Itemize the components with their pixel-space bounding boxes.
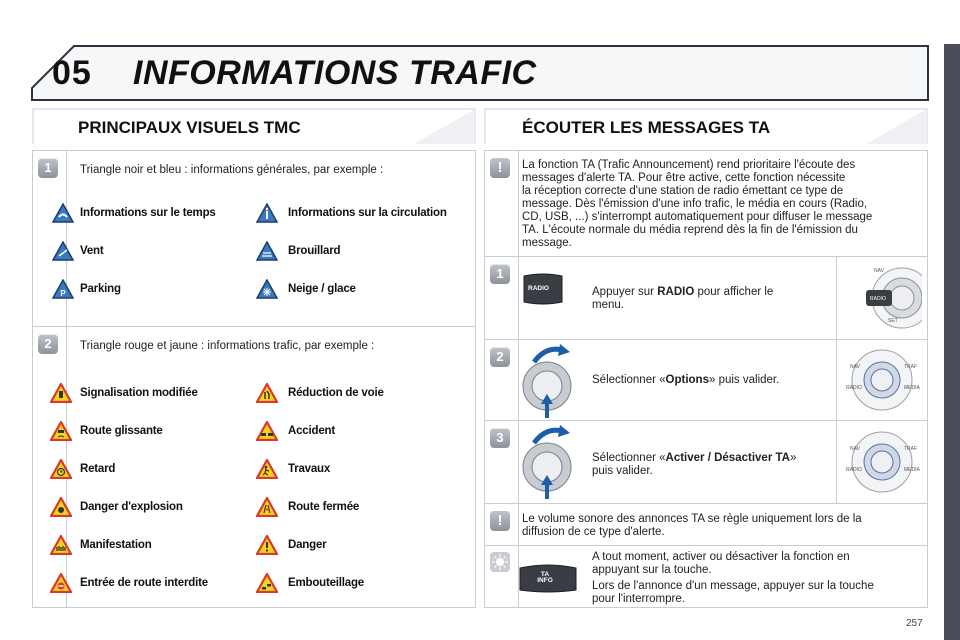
block1-intro: Triangle noir et bleu : informations générales, par exemple : [80,164,384,176]
note1-line-4: message. Dès l'émission d'une info trafic, le média en cours (Radio, [522,198,868,210]
label-parking: Parking [80,283,121,295]
knob-label-radio-1: RADIO [870,296,886,302]
right-divider-4 [484,503,928,504]
roadworks-icon [256,459,278,479]
traffic-info-icon [256,203,278,223]
tip-line-4: pour l'interrompre. [592,593,685,605]
step-badge-1: 1 [38,158,58,178]
step2-text [592,374,822,387]
label-route-fermee: Route fermée [288,501,360,513]
svg-text:P: P [60,289,66,298]
block2-intro: Triangle rouge et jaune : informations trafic, par exemple : [80,340,375,352]
fog-icon [256,241,278,261]
modified-signage-icon [50,383,72,403]
road-closed-icon [256,497,278,517]
snow-icon [256,279,278,299]
step3-text-before: Sélectionner « [592,452,666,464]
label-entree-route-interdite: Entrée de route interdite [80,577,208,589]
label-signalisation-modifiee: Signalisation modifiée [80,387,198,399]
tip-line-3: Lors de l'annonce d'un message, appuyer sur la touche [592,580,874,592]
note2-line-2: diffusion de ce type d'alerte. [522,526,665,538]
nav-knob-panel-illustration-2 [842,346,922,414]
label-neige-glace: Neige / glace [288,283,356,295]
delay-icon [50,459,72,479]
label-embouteillage: Embouteillage [288,577,364,589]
tip-lightbulb-icon [490,552,510,572]
knob-label-media-3: MEDIA [904,467,920,473]
label-route-glissante: Route glissante [80,425,163,437]
knob-label-radio-2: RADIO [846,385,862,391]
label-retard: Retard [80,463,116,475]
knob-label-radio-3: RADIO [846,467,862,473]
ta-info-button-label: TA INFO [537,571,553,584]
right-step-badge-2: 2 [490,347,510,367]
knob-label-nav-1: NAV [874,268,884,274]
parking-icon [52,279,74,299]
knob-label-nav-2: NAV [850,364,860,370]
chapter-number: 05 [52,54,92,92]
note1-line-2: messages d'alerte TA. Pour être active, cette fonction nécessite [522,172,846,184]
right-step-badge-3: 3 [490,428,510,448]
step3-text [592,452,832,465]
right-divider-5 [484,545,928,546]
knob-label-nav-3: NAV [850,446,860,452]
warning-badge-1: ! [490,158,510,178]
knob-label-media-2: MEDIA [904,385,920,391]
step2-text-bold: Options [665,374,709,386]
right-step-badge-1: 1 [490,264,510,284]
label-informations-circulation: Informations sur la circulation [288,207,447,219]
page-number: 257 [906,618,923,629]
knob-label-traf-3: TRAF [904,446,918,452]
accident-icon [256,421,278,441]
nav-knob-panel-illustration-3 [842,428,922,496]
demonstration-icon [50,535,72,555]
note1-line-7: message. [522,237,572,249]
step1-text-bold: RADIO [657,286,695,298]
right-divider-3 [484,420,928,421]
radio-button-label: RADIO [528,285,549,292]
step-badge-2: 2 [38,334,58,354]
label-vent: Vent [80,245,104,257]
traffic-jam-icon [256,573,278,593]
label-manifestation: Manifestation [80,539,152,551]
step2-text-before: Sélectionner « [592,374,666,386]
no-entry-icon [50,573,72,593]
note2-line-1: Le volume sonore des annonces TA se règle uniquement lors de la [522,513,862,525]
right-image-divider-1 [836,256,837,503]
label-travaux: Travaux [288,463,331,475]
knob-label-set-1: SET [888,318,898,324]
weather-icon [52,203,74,223]
right-divider-1 [484,256,928,257]
label-accident: Accident [288,425,335,437]
slippery-road-icon [50,421,72,441]
rotary-knob-select-illustration [516,342,578,420]
chapter-title: INFORMATIONS TRAFIC [133,54,537,92]
tip-line-1: A tout moment, activer ou désactiver la fonction en [592,551,850,563]
note1-line-3: la réception correcte d'une station de radio émettant ce type de [522,185,844,197]
step3-text-bold: Activer / Désactiver TA [665,452,790,464]
wind-icon [52,241,74,261]
note1-line-1: La fonction TA (Trafic Announcement) rend prioritaire l'écoute des [522,159,856,171]
step1-text-before: Appuyer sur [592,286,658,298]
left-divider [32,326,476,327]
label-brouillard: Brouillard [288,245,341,257]
label-danger-explosion: Danger d'explosion [80,501,183,513]
note1-line-5: CD, USB, ...) s'interrompt automatiquement pour diffuser le message [522,211,873,223]
side-tab-bar [944,44,960,640]
step3-text-after: » [789,452,797,464]
right-divider-2 [484,339,928,340]
step2-text-after: » puis valider. [708,374,780,386]
step3-text-line2: puis valider. [592,465,653,477]
label-informations-temps: Informations sur le temps [80,207,216,219]
lane-reduction-icon [256,383,278,403]
step1-text [592,286,822,299]
note1-line-6: TA. L'écoute normale du média reprend dès la fin de l'émission du [522,224,858,236]
knob-label-traf-2: TRAF [904,364,918,370]
rotary-knob-validate-illustration [516,423,578,501]
tip-line-2: appuyant sur la touche. [592,564,712,576]
explosion-danger-icon [50,497,72,517]
left-section-title: PRINCIPAUX VISUELS TMC [78,118,301,137]
warning-badge-2: ! [490,511,510,531]
right-section-title: ÉCOUTER LES MESSAGES TA [522,118,771,137]
step1-text-line2: menu. [592,299,624,311]
danger-icon [256,535,278,555]
label-reduction-voie: Réduction de voie [288,387,384,399]
step1-text-after: pour afficher le [694,286,774,298]
label-danger: Danger [288,539,327,551]
